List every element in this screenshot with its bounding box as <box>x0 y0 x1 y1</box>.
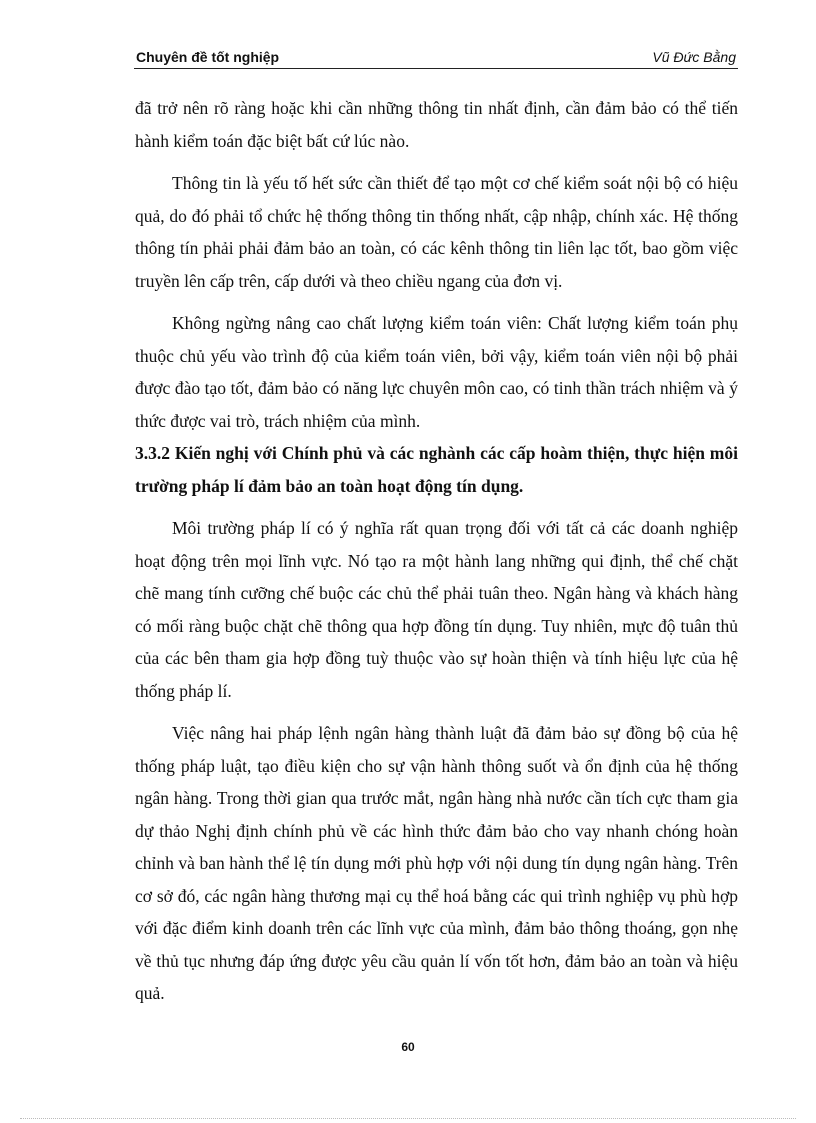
page-bottom-divider <box>20 1118 796 1119</box>
page-number: 60 <box>401 1040 415 1054</box>
page-header <box>134 48 738 69</box>
paragraph-banking-law: Việc nâng hai pháp lệnh ngân hàng thành luật đã đảm bảo sự đồng bộ của hệ thống pháp luật, tạo điều kiện cho sự vận hành thông suốt và ổn định của hệ thống ngân hàng. Trong thời gian qua trước mắt, ngân hàng nhà nước cần tích cực tham gia dự thảo Nghị định chính phủ về các hình thức đảm bảo cho vay nhanh chóng hoàn chỉnh và ban hành thể lệ tín dụng mới phù hợp với nội dung tín dụng ngân hàng. Trên cơ sở đó, các ngân hàng thương mại cụ thể hoá bằng các qui trình nghiệp vụ phù hợp với đặc điểm kinh doanh trên các lĩnh vực của mình, đảm bảo thông thoáng, gọn nhẹ về thủ tục nhưng đáp ứng được yêu cầu quản lí vốn tốt hơn, đảm bảo an toàn và hiệu quả. <box>135 723 738 1003</box>
paragraph-information: Thông tin là yếu tố hết sức cần thiết để tạo một cơ chế kiểm soát nội bộ có hiệu quả, do đó phải tổ chức hệ thống thông tin thống nhất, cập nhập, chính xác. Hệ thống thông tín phải phải đảm bảo an toàn, có các kênh thông tin liên lạc tốt, bao gồm việc truyền lên cấp trên, cấp dưới và theo chiều ngang của đơn vị. <box>135 173 738 291</box>
paragraph-legal-environment: Môi trường pháp lí có ý nghĩa rất quan trọng đối với tất cả các doanh nghiệp hoạt động trên mọi lĩnh vực. Nó tạo ra một hành lang những qui định, thể chế chặt chẽ mang tính cưỡng chế buộc các chủ thể phải tuân theo. Ngân hàng và khách hàng có mối ràng buộc chặt chẽ thông qua hợp đồng tín dụng. Tuy nhiên, mực độ tuân thủ của các bên tham gia hợp đồng tuỳ thuộc vào sự hoàn thiện và tính hiệu lực của hệ thống pháp lí. <box>135 518 738 701</box>
header-document-title: Chuyên đề tốt nghiệp <box>136 49 280 65</box>
document-body <box>135 92 738 1010</box>
section-heading: 3.3.2 Kiến nghị với Chính phủ và các nghành các cấp hoàm thiện, thực hiện môi trường pháp lí đảm bảo an toàn hoạt động tín dụng. <box>135 443 738 496</box>
paragraph-auditor-quality: Không ngừng nâng cao chất lượng kiểm toán viên: Chất lượng kiểm toán phụ thuộc chủ yếu vào trình độ của kiểm toán viên, bởi vậy, kiểm toán viên nội bộ phải được đào tạo tốt, đảm bảo có năng lực chuyên môn cao, có tinh thần trách nhiệm và ý thức được vai trò, trách nhiệm của mình. <box>135 313 738 431</box>
header-author: Vũ Đức Bằng <box>652 49 736 65</box>
paragraph-continued: đã trở nên rõ ràng hoặc khi cần những thông tin nhất định, cần đảm bảo có thể tiến hành kiểm toán đặc biệt bất cứ lúc nào. <box>135 98 738 151</box>
